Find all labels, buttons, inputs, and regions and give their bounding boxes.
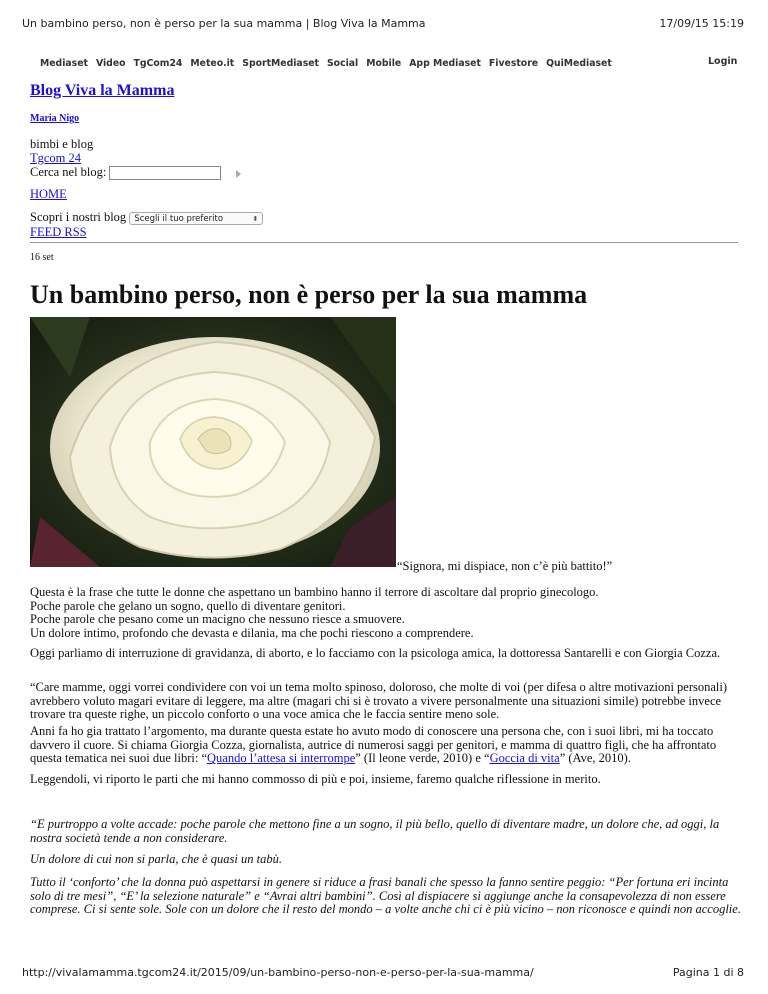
paragraph-2 <box>30 647 742 661</box>
header-divider <box>30 242 738 243</box>
topnav-item-mediaset[interactable]: Mediaset <box>40 58 88 69</box>
book-link-goccia-di-vita[interactable]: Goccia di vita <box>489 751 560 766</box>
p1-line-2: Poche parole che gelano un sogno, quello di diventare genitori. <box>30 598 346 613</box>
print-header <box>22 17 744 30</box>
blog-title-link[interactable]: Blog Viva la Mamma <box>30 82 175 99</box>
post-date: 16 set <box>30 252 54 263</box>
login-link[interactable]: Login <box>708 56 738 67</box>
blog-select-value: Scegli il tuo preferito <box>134 213 224 224</box>
blog-tagline: bimbi e blog <box>30 137 94 151</box>
home-link[interactable]: HOME <box>30 187 67 201</box>
blog-selector <box>30 210 263 239</box>
paragraph-1 <box>30 586 742 640</box>
footer-url: http://vivalamamma.tgcom24.it/2015/09/un-bambino-perso-non-e-perso-per-la-sua-mamma/ <box>22 966 534 979</box>
q1-text: “E purtroppo a volte accade: poche parole che mettono fine a un sogno, il più bello, quello di diventare madre, un dolore che, ad oggi, la nostra società tende a non considerare. <box>30 817 720 845</box>
blog-info <box>30 137 221 180</box>
white-rose-image <box>30 317 396 567</box>
book-link-quando-attesa[interactable]: Quando l’attesa si interrompe <box>207 751 356 766</box>
topnav-item-tgcom24[interactable]: TgCom24 <box>133 58 183 69</box>
feed-rss-link[interactable]: FEED RSS <box>30 224 87 239</box>
topnav-item-app-mediaset[interactable]: App Mediaset <box>409 58 481 69</box>
footer-page: Pagina 1 di 8 <box>672 966 744 979</box>
search-input[interactable] <box>109 166 221 180</box>
q3-text: Tutto il ‘conforto’ che la donna può aspettarsi in genere si riduce a frasi banali che spesso la fanno sentire peggio: “Per fortuna eri incinta solo di tre mesi”, “E’ la selezione naturale” e “Avrai altri bambini”. Così al dispiacere si aggiunge anche la consapevolezza di non essere comprese. Ci si sente sole. Sole con un dolore che il resto del mondo – a volte anche chi ci è più vicino – non riconosce e quindi non accoglie. <box>30 875 741 917</box>
p5-text: Leggendoli, vi riporto le parti che mi hanno commosso di più e poi, insieme, faremo qualche riflessione in merito. <box>30 772 601 786</box>
topnav-item-meteo[interactable]: Meteo.it <box>190 58 235 69</box>
print-page-title: Un bambino perso, non è perso per la sua mamma | Blog Viva la Mamma <box>22 17 426 30</box>
p1-line-1: Questa è la frase che tutte le donne che aspettano un bambino hanno il terrore di ascoltare dal proprio ginecologo. <box>30 585 599 599</box>
p4-part-c: ” (Ave, 2010). <box>559 751 631 766</box>
p4-part-b: ” (Il leone verde, 2010) e “ <box>355 751 490 766</box>
topnav-item-fivestore[interactable]: Fivestore <box>488 58 539 69</box>
paragraph-5 <box>30 773 742 787</box>
print-footer <box>22 966 744 979</box>
select-arrows-icon: ⬍ <box>252 214 259 223</box>
paragraph-4 <box>30 725 742 766</box>
topnav-item-mobile[interactable]: Mobile <box>366 58 402 69</box>
topnav-item-social[interactable]: Social <box>326 58 359 69</box>
paragraph-3 <box>30 681 742 722</box>
p1-line-3: Poche parole che pesano come un macigno che nessuno riesce a smuovere. <box>30 612 405 627</box>
tgcom-link[interactable]: Tgcom 24 <box>30 151 82 165</box>
topnav-item-sportmediaset[interactable]: SportMediaset <box>242 58 319 69</box>
home-nav <box>30 187 67 201</box>
p2-text: Oggi parliamo di interruzione di gravidanza, di aborto, e lo facciamo con la psicologa amica, la dottoressa Santarelli e con Giorgia Cozza. <box>30 646 721 660</box>
print-datetime: 17/09/15 15:19 <box>659 17 744 30</box>
p1-line-4: Un dolore intimo, profondo che devasta e dilania, ma che pochi riescono a comprendere. <box>30 625 474 640</box>
mediaset-topnav <box>40 58 612 69</box>
post-title: Un bambino perso, non è perso per la sua mamma <box>30 280 588 309</box>
search-submit-icon[interactable] <box>236 170 241 178</box>
p3-text: “Care mamme, oggi vorrei condividere con voi un tema molto spinoso, doloroso, che molte di voi (per difesa o altre motivazioni personali) avrebbero voluto magari evitare di leggere, ma altre (magari chi si è trovato a vivere personalmente una situazioni simile) potrebbe invece trovare tra queste righe, un piccolo conforto o una voce amica che le faccia sentire meno sole. <box>30 680 728 722</box>
p4-part-a: Anni fa ho gia trattato l’argomento, ma durante questa estate ho avuto modo di conoscere una persona che, con i suoi libri, mi ha toccato davvero il cuore. Si chiama Giorgia Cozza, giornalista, autrice di numerosi saggi per genitori, e mamma di quattro figli, che ha affrontato questa tematica nei suoi due libri: “ <box>30 724 717 766</box>
topnav-item-quimediaset[interactable]: QuiMediaset <box>546 58 612 69</box>
q2-text: Un dolore di cui non si parla, che è quasi un tabù. <box>30 852 282 866</box>
quote-2 <box>30 853 742 867</box>
quote-3 <box>30 876 742 917</box>
blog-select[interactable] <box>129 212 263 225</box>
topnav-item-video[interactable]: Video <box>95 58 126 69</box>
p4-text <box>30 725 742 766</box>
search-label: Cerca nel blog: <box>30 165 107 179</box>
author-link[interactable]: Maria Nigo <box>30 113 80 124</box>
discover-label: Scopri i nostri blog <box>30 210 127 224</box>
quote-1 <box>30 818 742 845</box>
image-caption: “Signora, mi dispiace, non c’è più battito!” <box>397 559 613 573</box>
